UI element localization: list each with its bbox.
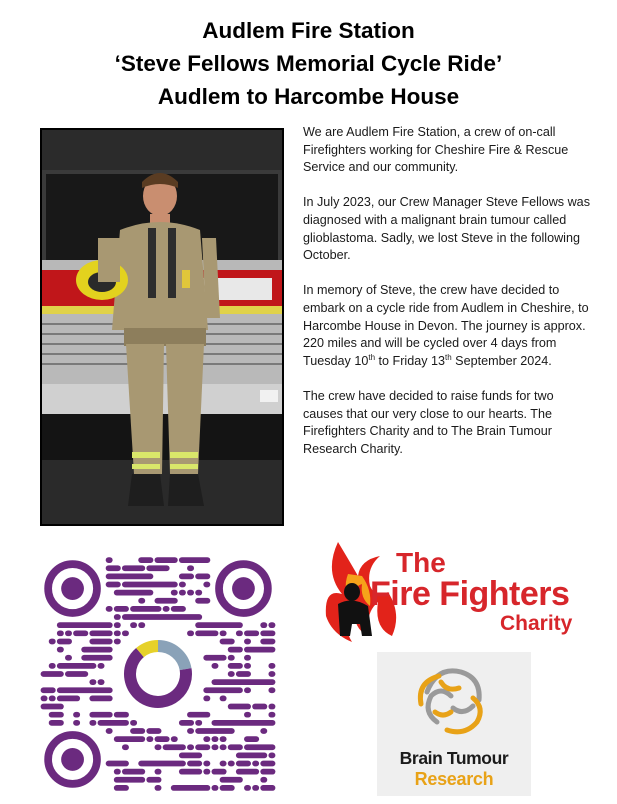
fundraising-paragraph: The crew have decided to raise funds for two causes that our very close to our hearts. The Firefighters Charity and to The Brain Tumour Research Charity. xyxy=(303,388,554,456)
title-line-3: Audlem to Harcombe House xyxy=(157,84,460,109)
title-line-2: ‘Steve Fellows Memorial Cycle Ride’ xyxy=(114,51,503,76)
ride-sup-2: th xyxy=(445,352,452,362)
firefighter-illustration xyxy=(42,130,282,524)
ffc-charity: Charity xyxy=(500,612,573,635)
title-line-1: Audlem Fire Station xyxy=(202,18,415,43)
donation-qr-code[interactable] xyxy=(40,556,276,792)
page-title xyxy=(0,14,617,113)
btr-line-1: Brain Tumour xyxy=(399,748,509,768)
ride-text-a: In memory of Steve, the crew have decided to embark on a cycle ride from Audlem in Cheshire, to Harcombe House in Devon. The journey is approx. 220 miles and will be cycled over 4 days from Tuesday 10 xyxy=(303,283,589,368)
ride-sup-1: th xyxy=(368,352,376,362)
body-text xyxy=(303,124,593,476)
brain-icon xyxy=(377,652,531,748)
ffc-the: The xyxy=(396,547,446,578)
btr-line-2: Research xyxy=(414,769,494,789)
brain-tumour-research-logo xyxy=(377,652,531,796)
ride-text-c: September 2024. xyxy=(451,353,552,368)
firefighter-photo xyxy=(40,128,284,526)
intro-paragraph: We are Audlem Fire Station, a crew of on-call Firefighters working for Cheshire Fire & Rescue Service and our community. xyxy=(303,125,569,175)
diagnosis-paragraph: In July 2023, our Crew Manager Steve Fellows was diagnosed with a malignant brain tumour called glioblastoma. Sadly, we lost Steve in the following October. xyxy=(303,195,590,263)
ffc-name: Fire Fighters xyxy=(370,575,570,613)
ride-text-b: to Friday 13 xyxy=(375,353,446,368)
ride-paragraph xyxy=(303,282,593,370)
